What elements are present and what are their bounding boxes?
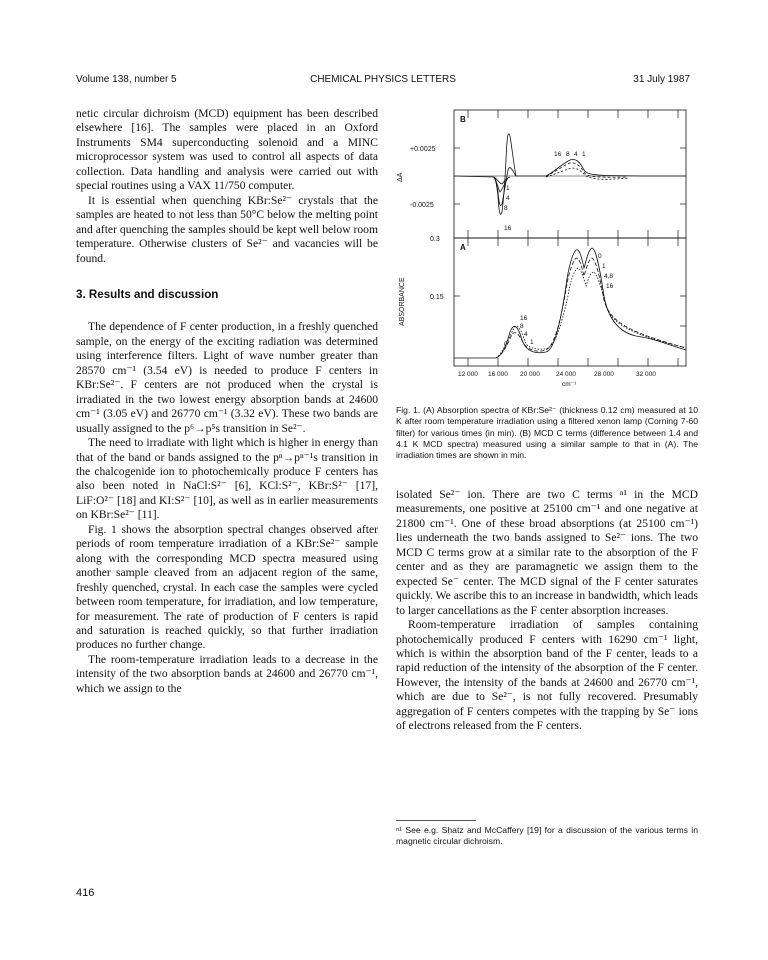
a-tick-label: 0.15 [430, 294, 444, 301]
paragraph: netic circular dichroism (MCD) equipment has been described elsewhere [16]. The samples were placed in an Oxford Instruments SM4 superconducting solenoid and a MINC microprocessor system was used to control all aspects of data collection. Data handling and analysis were carried out with special routines using a VAX 11/750 computer. [76, 107, 378, 193]
x-tick-label: 20 000 [520, 371, 540, 378]
issue-date: 31 July 1987 [633, 74, 690, 85]
absorption-curve-0 [454, 248, 686, 358]
journal-title: CHEMICAL PHYSICS LETTERS [310, 74, 456, 85]
x-unit: cm⁻¹ [562, 381, 577, 388]
mcd-time-label: 1 [582, 151, 586, 158]
spectra-figure [396, 100, 698, 400]
panel-a-label: A [460, 243, 466, 252]
abs-time-label: 1 [602, 263, 606, 270]
a-ylabel: ABSORBANCE [399, 277, 406, 326]
mcd-time-label: 4 [506, 195, 510, 202]
abs-time-label: 4,8 [604, 273, 614, 280]
mcd-time-label: 16 [554, 151, 562, 158]
b-ylabel: ΔA [397, 172, 404, 182]
section-heading: 3. Results and discussion [76, 287, 219, 301]
mcd-time-label: 1 [506, 185, 510, 192]
abs-time-label: 1 [530, 339, 534, 346]
paragraph: The room-temperature irradiation leads to a decrease in the intensity of the two absorption bands at 24600 and 26770 cm⁻¹, which we assign to the [76, 652, 378, 695]
figure-caption: Fig. 1. (A) Absorption spectra of KBr:Se²⁻ (thickness 0.12 cm) measured at 10 K after room temperature irradiation using a filtered xenon lamp (Corning 7-60 filter) for various times (in min). (B) MCD C terms (difference between 1.4 and 4.1 K MCD spectra) measured using a similar sample to that in (A). The irradiation times are shown in min. [396, 405, 698, 461]
x-tick-label: 16 000 [488, 371, 508, 378]
abs-time-label: 8 [520, 323, 524, 330]
abs-time-label: 16 [606, 283, 614, 290]
paragraph: isolated Se²⁻ ion. There are two C terms ⁿ¹ in the MCD measurements, one positive at 25100 cm⁻¹ and one negative at 21800 cm⁻¹. One of these broad absorptions (at 25100 cm⁻¹) lies underneath the two bands assigned to Se²⁻ ions. The two MCD C terms grow at a similar rate to the absorption of the F center and as they are paramagnetic we assign them to the expected Se⁻ center. The MCD signal of the F center saturates quickly. We ascribe this to an increase in bandwidth, which leads to larger cancellations as the F center absorption increases. [396, 488, 698, 617]
right-column [396, 488, 698, 734]
footnote-rule [396, 820, 476, 821]
mcd-time-label: 16 [504, 225, 512, 232]
x-tick-label: 12 000 [458, 371, 478, 378]
x-tick-label: 28 000 [594, 371, 614, 378]
abs-time-label: 4 [524, 331, 528, 338]
abs-time-label: 0 [504, 341, 508, 348]
abs-time-label: 16 [520, 315, 528, 322]
panel-b-label: B [460, 115, 466, 124]
mcd-curve-8-dashed [546, 163, 626, 177]
x-tick-label: 24 000 [556, 371, 576, 378]
panel-b-top-ticks [468, 110, 678, 118]
b-tick-label: +0.0025 [410, 146, 436, 153]
mcd-curves [454, 134, 686, 214]
panel-a-bottom-ticks [468, 358, 678, 366]
left-column [76, 107, 378, 696]
panel-b-frame [454, 110, 686, 238]
mcd-curve-4-dashed [546, 168, 628, 179]
abs-time-label: 0 [598, 253, 602, 260]
figure-1 [396, 100, 698, 400]
b-tick-label: -0.0025 [410, 202, 434, 209]
absorption-curves [454, 248, 686, 358]
running-header [76, 74, 690, 88]
mcd-time-label: 8 [566, 151, 570, 158]
paragraph: It is essential when quenching KBr:Se²⁻ crystals that the samples are heated to not less than 50°C below the melting point and after quenching the samples should be kept well below room temperature. Otherwise clusters of Se²⁻ and vacancies will be found. [76, 193, 378, 265]
mcd-time-label: 8 [504, 205, 508, 212]
mcd-curve-16 [454, 134, 686, 214]
paragraph: The need to irradiate with light which is higher in energy than that of the band or bands assigned to the pⁿ→pⁿ⁻¹s transition in the chalcogenide ion to photochemically produce F centers has also been noted in NaCl:S²⁻ [6], KCl:S²⁻, KBr:S²⁻ [17], LiF:O²⁻ [18] and KI:S²⁻ [10], as well as in earlier measurements on KBr:Se²⁻ [11]. [76, 436, 378, 522]
volume-info: Volume 138, number 5 [76, 74, 177, 85]
absorption-curve-4-8 [496, 258, 686, 358]
paragraph: Fig. 1 shows the absorption spectral changes observed after periods of room temperature irradiation of a KBr:Se²⁻ sample along with the corresponding MCD spectra measured using another sample cleaved from an adjacent region of the same, freshly quenched, crystal. In each case the samples were cycled between room temperature, for irradiation, and low temperature, for measurement. The rate of production of F centers is rapid and saturation is reached quickly, so that further irradiation produces no further change. [76, 522, 378, 652]
panel-a-frame [454, 238, 686, 366]
page-number: 416 [76, 887, 95, 899]
x-tick-label: 32 000 [636, 371, 656, 378]
paragraph: Room-temperature irradiation of samples containing photochemically produced F centers with 16290 cm⁻¹ light, which is within the absorption band of the F center, leads to a rapid reduction of the intensity of the absorption of the F center. However, the intensity of the bands at 24600 and 26770 cm⁻¹, which are due to Se²⁻, is not fully recovered. Presumably aggregation of F centers competes with the trapping by Se⁻ ions of electrons released from the F centers. [396, 618, 698, 733]
mcd-time-label: 4 [574, 151, 578, 158]
y-ticks [454, 148, 686, 326]
paragraph: The dependence of F center production, in a freshly quenched sample, on the energy of the exciting radiation was determined using interference filters. Light of wave number greater than 28570 cm⁻¹ (3.54 eV) is needed to produce F centers in KBr:Se²⁻. F centers are not produced when the crystal is irradiated in the two lowest energy absorption bands at 24600 cm⁻¹ (3.05 eV) and 26770 cm⁻¹ (3.32 eV). These two bands are usually assigned to the p⁶→p⁵s transition in Se²⁻. [76, 320, 378, 435]
a-tick-label: 0.3 [430, 236, 440, 243]
footnote: ⁿ¹ See e.g. Shatz and McCaffery [19] for a discussion of the various terms in magnetic circular dichroism. [396, 825, 698, 847]
